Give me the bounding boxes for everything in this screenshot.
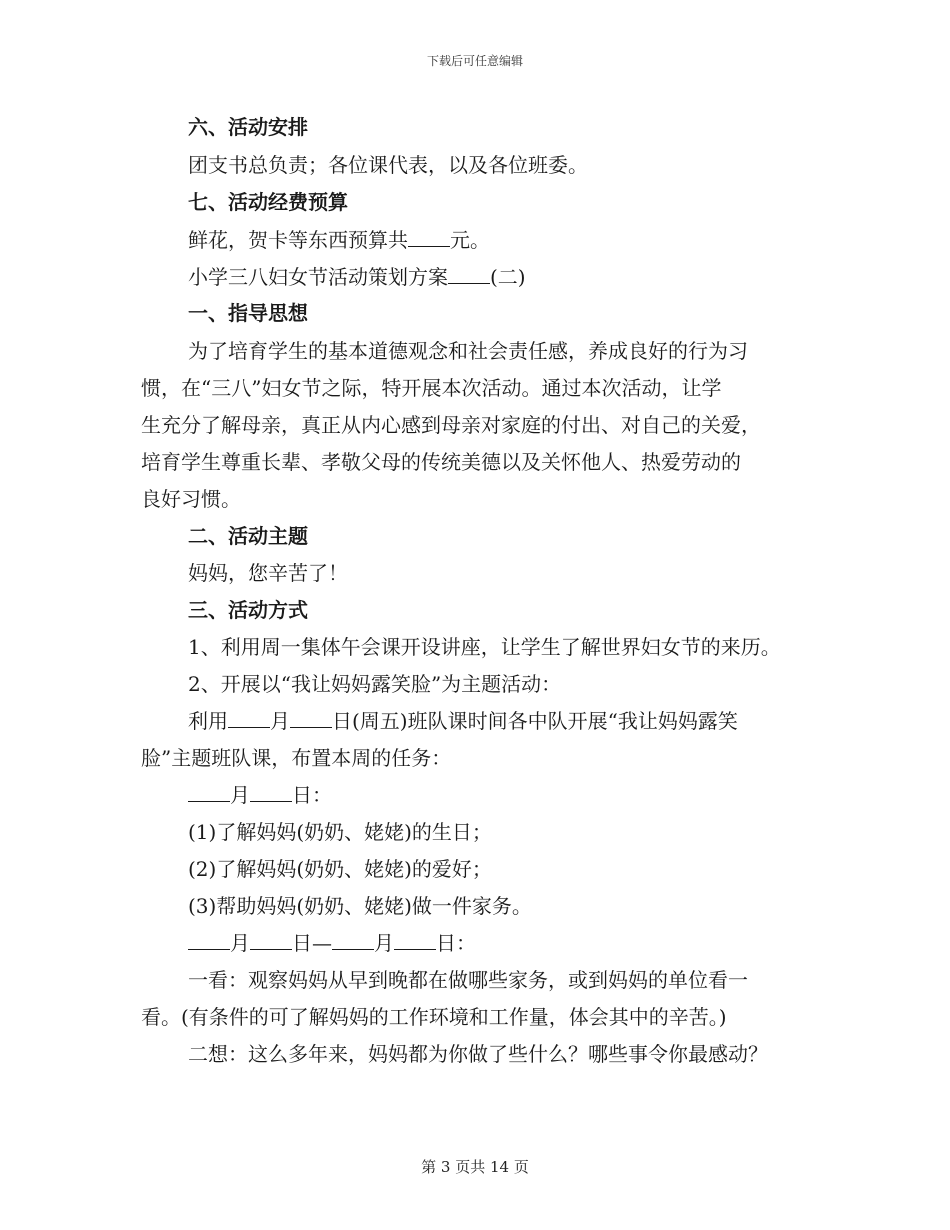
section-heading-theme: 二、活动主题	[188, 524, 308, 548]
paragraph: 2、开展以“我让妈妈露笑脸”为主题活动：	[188, 672, 562, 696]
fill-blank	[228, 709, 270, 728]
date-range-line: 月 日— 月 日：	[188, 929, 476, 957]
header-note: 下载后可任意编辑	[426, 54, 523, 68]
list-item: (2)了解妈妈(奶奶、姥姥)的爱好；	[188, 857, 492, 881]
paragraph: 妈妈，您辛苦了！	[188, 561, 348, 585]
section-heading-method: 三、活动方式	[188, 598, 308, 622]
section-heading-arrangement: 六、活动安排	[188, 115, 308, 139]
paragraph: 为了培育学生的基本道德观念和社会责任感，养成良好的行为习	[188, 339, 748, 363]
fill-blank	[250, 783, 292, 802]
list-item: (3)帮助妈妈(奶奶、姥姥)做一件家务。	[188, 894, 532, 918]
paragraph: 利用 月 日(周五)班队课时间各中队开展“我让妈妈露笑	[188, 709, 738, 733]
paragraph: 良好习惯。	[141, 487, 241, 511]
section-heading-budget: 七、活动经费预算	[188, 190, 348, 214]
fill-blank	[408, 228, 450, 247]
paragraph: 看。(有条件的可了解妈妈的工作环境和工作量，体会其中的辛苦。)	[141, 1005, 727, 1029]
date-line: 月 日：	[188, 781, 332, 809]
section-heading-guiding-idea: 一、指导思想	[188, 301, 308, 325]
page-footer: 第 3 页共 14 页	[421, 1158, 529, 1176]
fill-blank	[394, 931, 436, 950]
paragraph: 一看：观察妈妈从早到晚都在做哪些家务，或到妈妈的单位看一	[188, 968, 748, 992]
fill-blank	[448, 265, 490, 284]
paragraph: 惯，在“三八”妇女节之际，特开展本次活动。通过本次活动，让学	[141, 376, 722, 400]
list-item: (1)了解妈妈(奶奶、姥姥)的生日；	[188, 820, 492, 844]
paragraph: 鲜花，贺卡等东西预算共 元。	[188, 228, 490, 252]
document-subtitle: 小学三八妇女节活动策划方案 (二)	[188, 265, 526, 289]
fill-blank	[290, 709, 332, 728]
fill-blank	[188, 783, 230, 802]
paragraph: 1、利用周一集体午会课开设讲座，让学生了解世界妇女节的来历。	[188, 635, 781, 659]
paragraph: 团支书总负责；各位课代表，以及各位班委。	[188, 153, 588, 177]
paragraph: 脸”主题班队课，布置本周的任务：	[141, 746, 452, 770]
fill-blank	[332, 931, 374, 950]
paragraph: 培育学生尊重长辈、孝敬父母的传统美德以及关怀他人、热爱劳动的	[141, 450, 741, 474]
paragraph: 生充分了解母亲，真正从内心感到母亲对家庭的付出、对自己的关爱，	[141, 413, 761, 437]
fill-blank	[188, 931, 230, 950]
fill-blank	[250, 931, 292, 950]
paragraph: 二想：这么多年来，妈妈都为你做了些什么？哪些事令你最感动？	[188, 1042, 768, 1066]
